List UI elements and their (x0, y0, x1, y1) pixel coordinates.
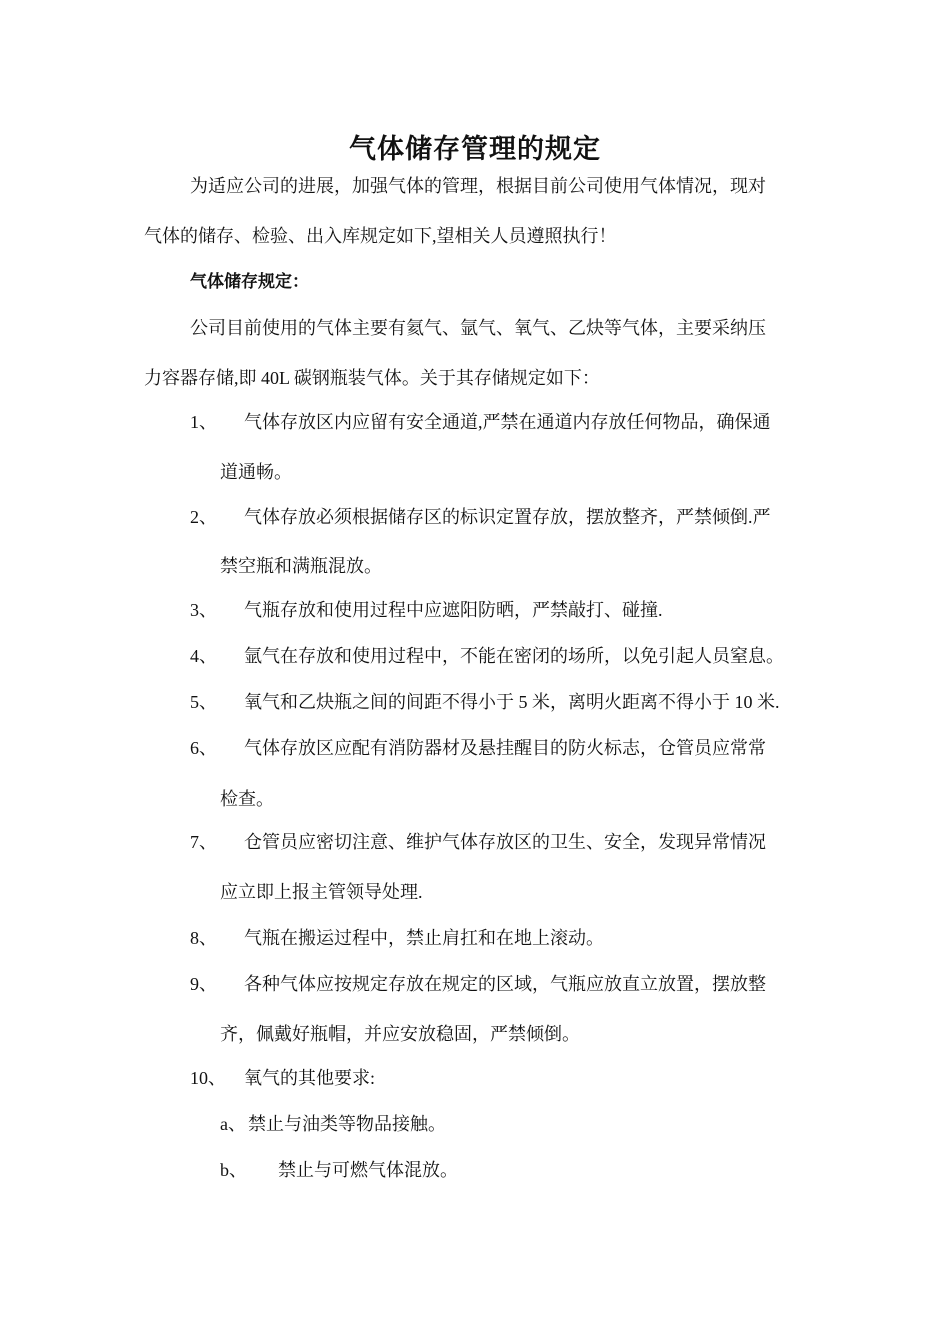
rule-text: 仓管员应密切注意、维护气体存放区的卫生、安全，发现异常情况 (244, 832, 766, 852)
rule-text: 氩气在存放和使用过程中，不能在密闭的场所，以免引起人员窒息。 (244, 646, 784, 666)
rule-text-continued: 检查。 (220, 789, 274, 809)
rule-text: 气体存放区应配有消防器材及悬挂醒目的防火标志，仓管员应常常 (244, 738, 766, 758)
rule-number: 9、 (190, 974, 217, 994)
document-title: 气体储存管理的规定 (349, 134, 601, 164)
rule-number: 3、 (190, 600, 217, 620)
rule-text: 氧气的其他要求: (244, 1068, 376, 1088)
rule-text-continued: 齐，佩戴好瓶帽，并应安放稳固，严禁倾倒。 (220, 1024, 580, 1044)
rule-text-continued: 道通畅。 (220, 462, 292, 482)
rule-text-continued: 应立即上报主管领导处理. (220, 882, 423, 902)
rule-number: 6、 (190, 738, 217, 758)
rule-text: 各种气体应按规定存放在规定的区域，气瓶应放直立放置，摆放整 (244, 974, 766, 994)
rule-number: 4、 (190, 646, 217, 666)
rule-text: 气瓶存放和使用过程中应遮阳防晒，严禁敲打、碰撞. (244, 600, 663, 620)
rule-number: 1、 (190, 412, 217, 432)
intro-line-1: 为适应公司的进展，加强气体的管理，根据目前公司使用气体情况，现对 (190, 176, 766, 196)
rule-number: 8、 (190, 928, 217, 948)
rule-text: 氧气和乙炔瓶之间的间距不得小于 5 米，离明火距离不得小于 10 米. (244, 692, 780, 712)
subrule-text: 禁止与可燃气体混放。 (278, 1160, 458, 1180)
rule-number: 7、 (190, 832, 217, 852)
subrule-marker: b、 (220, 1160, 247, 1180)
rule-number: 2、 (190, 507, 217, 527)
subrule-text: 禁止与油类等物品接触。 (248, 1114, 446, 1134)
para-line-2: 力容器存储,即 40L 碳钢瓶装气体。关于其存储规定如下： (144, 368, 600, 388)
rule-text: 气瓶在搬运过程中，禁止肩扛和在地上滚动。 (244, 928, 604, 948)
rule-text-continued: 禁空瓶和满瓶混放。 (220, 556, 382, 576)
rule-number: 5、 (190, 692, 217, 712)
rule-text: 气体存放区内应留有安全通道,严禁在通道内存放任何物品，确保通 (244, 412, 771, 432)
rule-text: 气体存放必须根据储存区的标识定置存放，摆放整齐，严禁倾倒.严 (244, 507, 771, 527)
para-line-1: 公司目前使用的气体主要有氦气、氩气、氧气、乙炔等气体，主要采纳压 (190, 318, 766, 338)
rule-number: 10、 (190, 1068, 226, 1088)
intro-line-2: 气体的储存、检验、出入库规定如下,望相关人员遵照执行！ (144, 226, 617, 246)
section-heading: 气体储存规定： (190, 272, 309, 291)
subrule-marker: a、 (220, 1114, 246, 1134)
